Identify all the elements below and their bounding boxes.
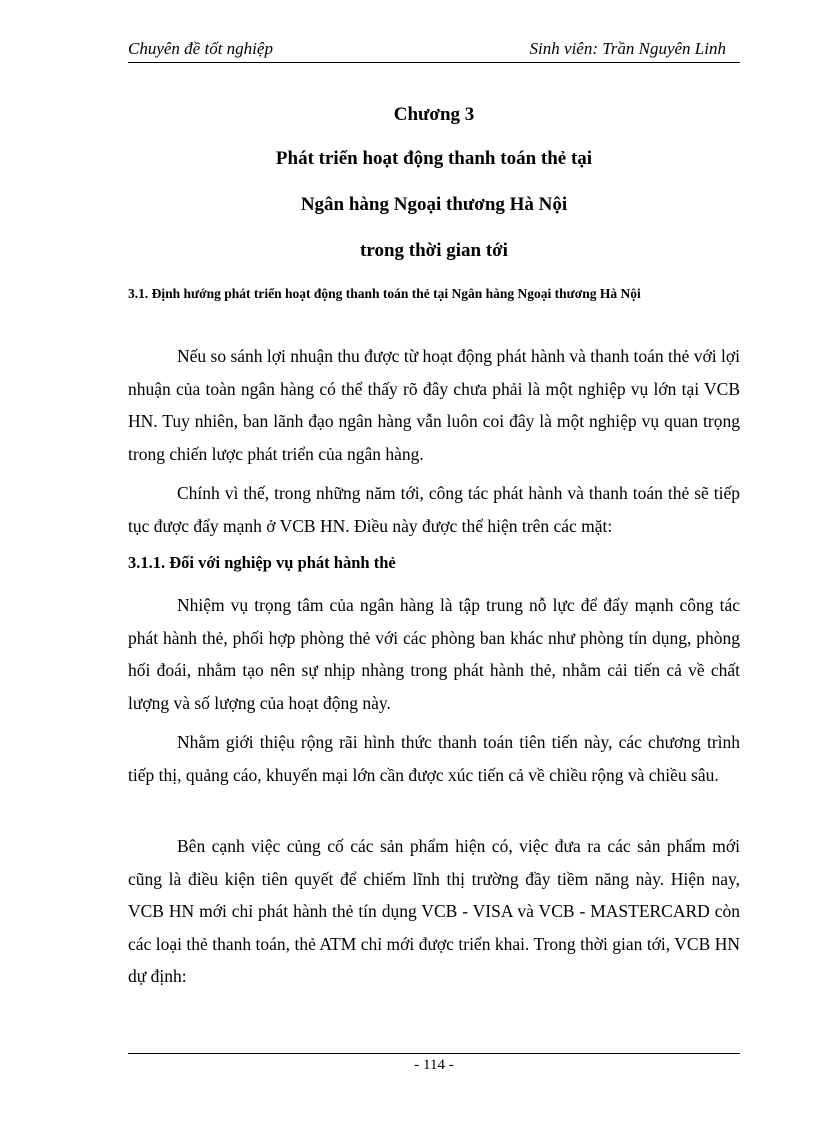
chapter-title-line-3: trong thời gian tới bbox=[360, 240, 508, 261]
header-author: Sinh viên: Trần Nguyên Linh bbox=[529, 39, 726, 58]
chapter-number: Chương 3 bbox=[393, 104, 475, 125]
paragraph-body-2: Nhằm giới thiệu rộng rãi hình thức thanh toán tiên tiến này, các chương trình tiếp thị, quảng cáo, khuyến mại lớn cần được xúc tiến cả về chiều rộng và chiều sâu. bbox=[128, 732, 740, 785]
section-heading-3-1: 3.1. Định hướng phát triển hoạt động thanh toán thẻ tại Ngân hàng Ngoại thương Hà Nội bbox=[128, 286, 641, 301]
page-header bbox=[128, 38, 740, 63]
paragraph-body-1: Nhiệm vụ trọng tâm của ngân hàng là tập trung nỗ lực để đẩy mạnh công tác phát hành thẻ, phối hợp phòng thẻ với các phòng ban khác như phòng tín dụng, phòng hối đoái, nhằm tạo nên sự nhịp nhàng trong phát hành thẻ, nhằm cải tiến cả về chất lượng và số lượng của hoạt động này. bbox=[128, 595, 740, 713]
header-document-type: Chuyên đề tốt nghiệp bbox=[128, 39, 273, 58]
page-number: - 114 - bbox=[414, 1057, 454, 1073]
chapter-title-line-1: Phát triển hoạt động thanh toán thẻ tại bbox=[275, 148, 593, 169]
paragraph-intro-2: Chính vì thế, trong những năm tới, công tác phát hành và thanh toán thẻ sẽ tiếp tục được đẩy mạnh ở VCB HN. Điều này được thể hiện trên các mặt: bbox=[128, 483, 740, 536]
paragraph-body-3: Bên cạnh việc củng cố các sản phẩm hiện có, việc đưa ra các sản phẩm mới cũng là điều kiện tiên quyết để chiếm lĩnh thị trường đầy tiềm năng này. Hiện nay, VCB HN mới chỉ phát hành thẻ tín dụng VCB - VISA và VCB - MASTERCARD còn các loại thẻ thanh toán, thẻ ATM chỉ mới được triển khai. Trong thời gian tới, VCB HN dự định: bbox=[128, 836, 740, 986]
chapter-title-line-2: Ngân hàng Ngoại thương Hà Nội bbox=[300, 194, 568, 215]
footer-rule bbox=[128, 1053, 740, 1054]
paragraph-intro-1: Nếu so sánh lợi nhuận thu được từ hoạt động phát hành và thanh toán thẻ với lợi nhuận của toàn ngân hàng có thể thấy rõ đây chưa phải là một nghiệp vụ lớn tại VCB HN. Tuy nhiên, ban lãnh đạo ngân hàng vẫn luôn coi đây là một nghiệp vụ quan trọng trong chiến lược phát triển của ngân hàng. bbox=[128, 346, 740, 464]
section-heading-3-1-1: 3.1.1. Đối với nghiệp vụ phát hành thẻ bbox=[128, 553, 396, 572]
